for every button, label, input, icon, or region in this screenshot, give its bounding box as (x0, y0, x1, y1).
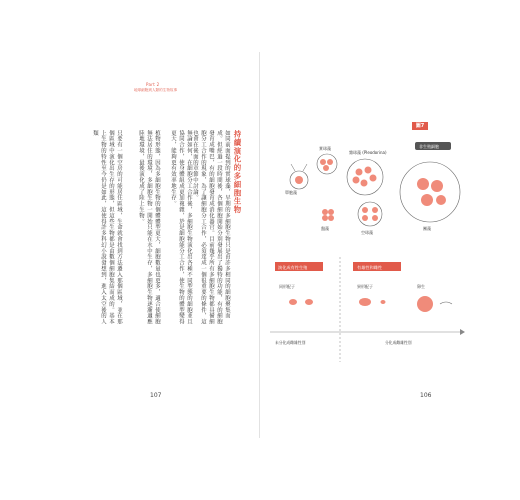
label-eudorina: 空球藻 (361, 230, 373, 235)
body-paragraph-3: 植物形態，因為多細胞生物的個體體型更大，細胞數量也更多，適合使細胞無法居住的環境，多細胞生物一開始只能在水中生存，多細胞生物逐漸適應陸地環境，最後演化成了陸上生物。 (138, 130, 160, 325)
evolution-figure (265, 122, 475, 392)
label-anisogamete: 異形配子 (357, 284, 373, 289)
page-number-right: 106 (420, 392, 432, 399)
chlamydomonas-icon (290, 164, 308, 189)
label-differentiated: 分化成雌雄性別 (385, 340, 412, 345)
page-number-left: 107 (150, 392, 162, 399)
label-pleodorina: 雜球藻 (Pleodorina) (349, 150, 387, 155)
body-paragraph-2: 無論如何，在細胞分工合作後，多細胞生物演化出各種不同型態的細胞並且協同合作，使身體組成更加複雜，於是細胞能分工合作，使生物的體型變得更大，能夠更有效率地生存。 (170, 130, 192, 325)
real-sphere-icon (317, 154, 337, 174)
label-real-sphere: 實球藻 (319, 146, 331, 151)
part-subtitle: 地球細胞到人類的生物故事 (134, 88, 178, 92)
anisogamete-icon (359, 298, 386, 306)
figure-number: 圖7 (412, 122, 428, 130)
part-label: Part 2 (146, 82, 160, 87)
section-title: 持續演化的多細胞生物 (233, 130, 242, 214)
label-undifferentiated: 未分化成雌雄性別 (275, 340, 306, 345)
label-sex-cells: 卵生 (417, 284, 425, 289)
isogamete-icon (289, 299, 313, 305)
book-spread (50, 52, 470, 438)
egg-sperm-icon (417, 296, 452, 312)
volvox-icon (400, 162, 460, 222)
label-non-reproductive: 非生殖細胞 (419, 144, 439, 149)
label-volvox: 團藻 (423, 226, 431, 231)
label-anisogamy: 有雄性和雌性 (357, 265, 383, 270)
left-page (50, 52, 260, 438)
body-paragraph-1: 如同前面提到的實球藻，早期的多細胞生物只是由許多相同的細胞聚集而成。但經過一段時間後，各個細胞開始分別發展出了獨特的功能，有的細胞發育成嘴巴，有的細胞發育成消化器官。目前幾乎所有多細胞生物都具備細胞分工合作的現象，為了讓細胞分工合作，必須達成一個很重要的條件，這也會在後面的章節中討論。 (192, 130, 230, 325)
body-paragraph-4: 只要有一個空房的可能居住區域，生命就會找到方法遷入那個區域，並在那個區域中演化出生存的形態，但這些生物都是由數個細胞集結而成的。基本上生物的特性至今仍是如此，這使得許多科幻小說發想到，進入太空後的人類 (92, 130, 122, 325)
gonium-icon (322, 209, 334, 221)
label-chlamydomonas: 單胞藻 (285, 190, 297, 195)
label-isogamete: 同形配子 (279, 284, 295, 289)
label-sexual-evolution: 演化成有性生殖 (278, 265, 308, 270)
pleodorina-icon (347, 159, 383, 195)
label-gonium: 盤藻 (321, 226, 329, 231)
eudorina-icon (358, 202, 382, 226)
